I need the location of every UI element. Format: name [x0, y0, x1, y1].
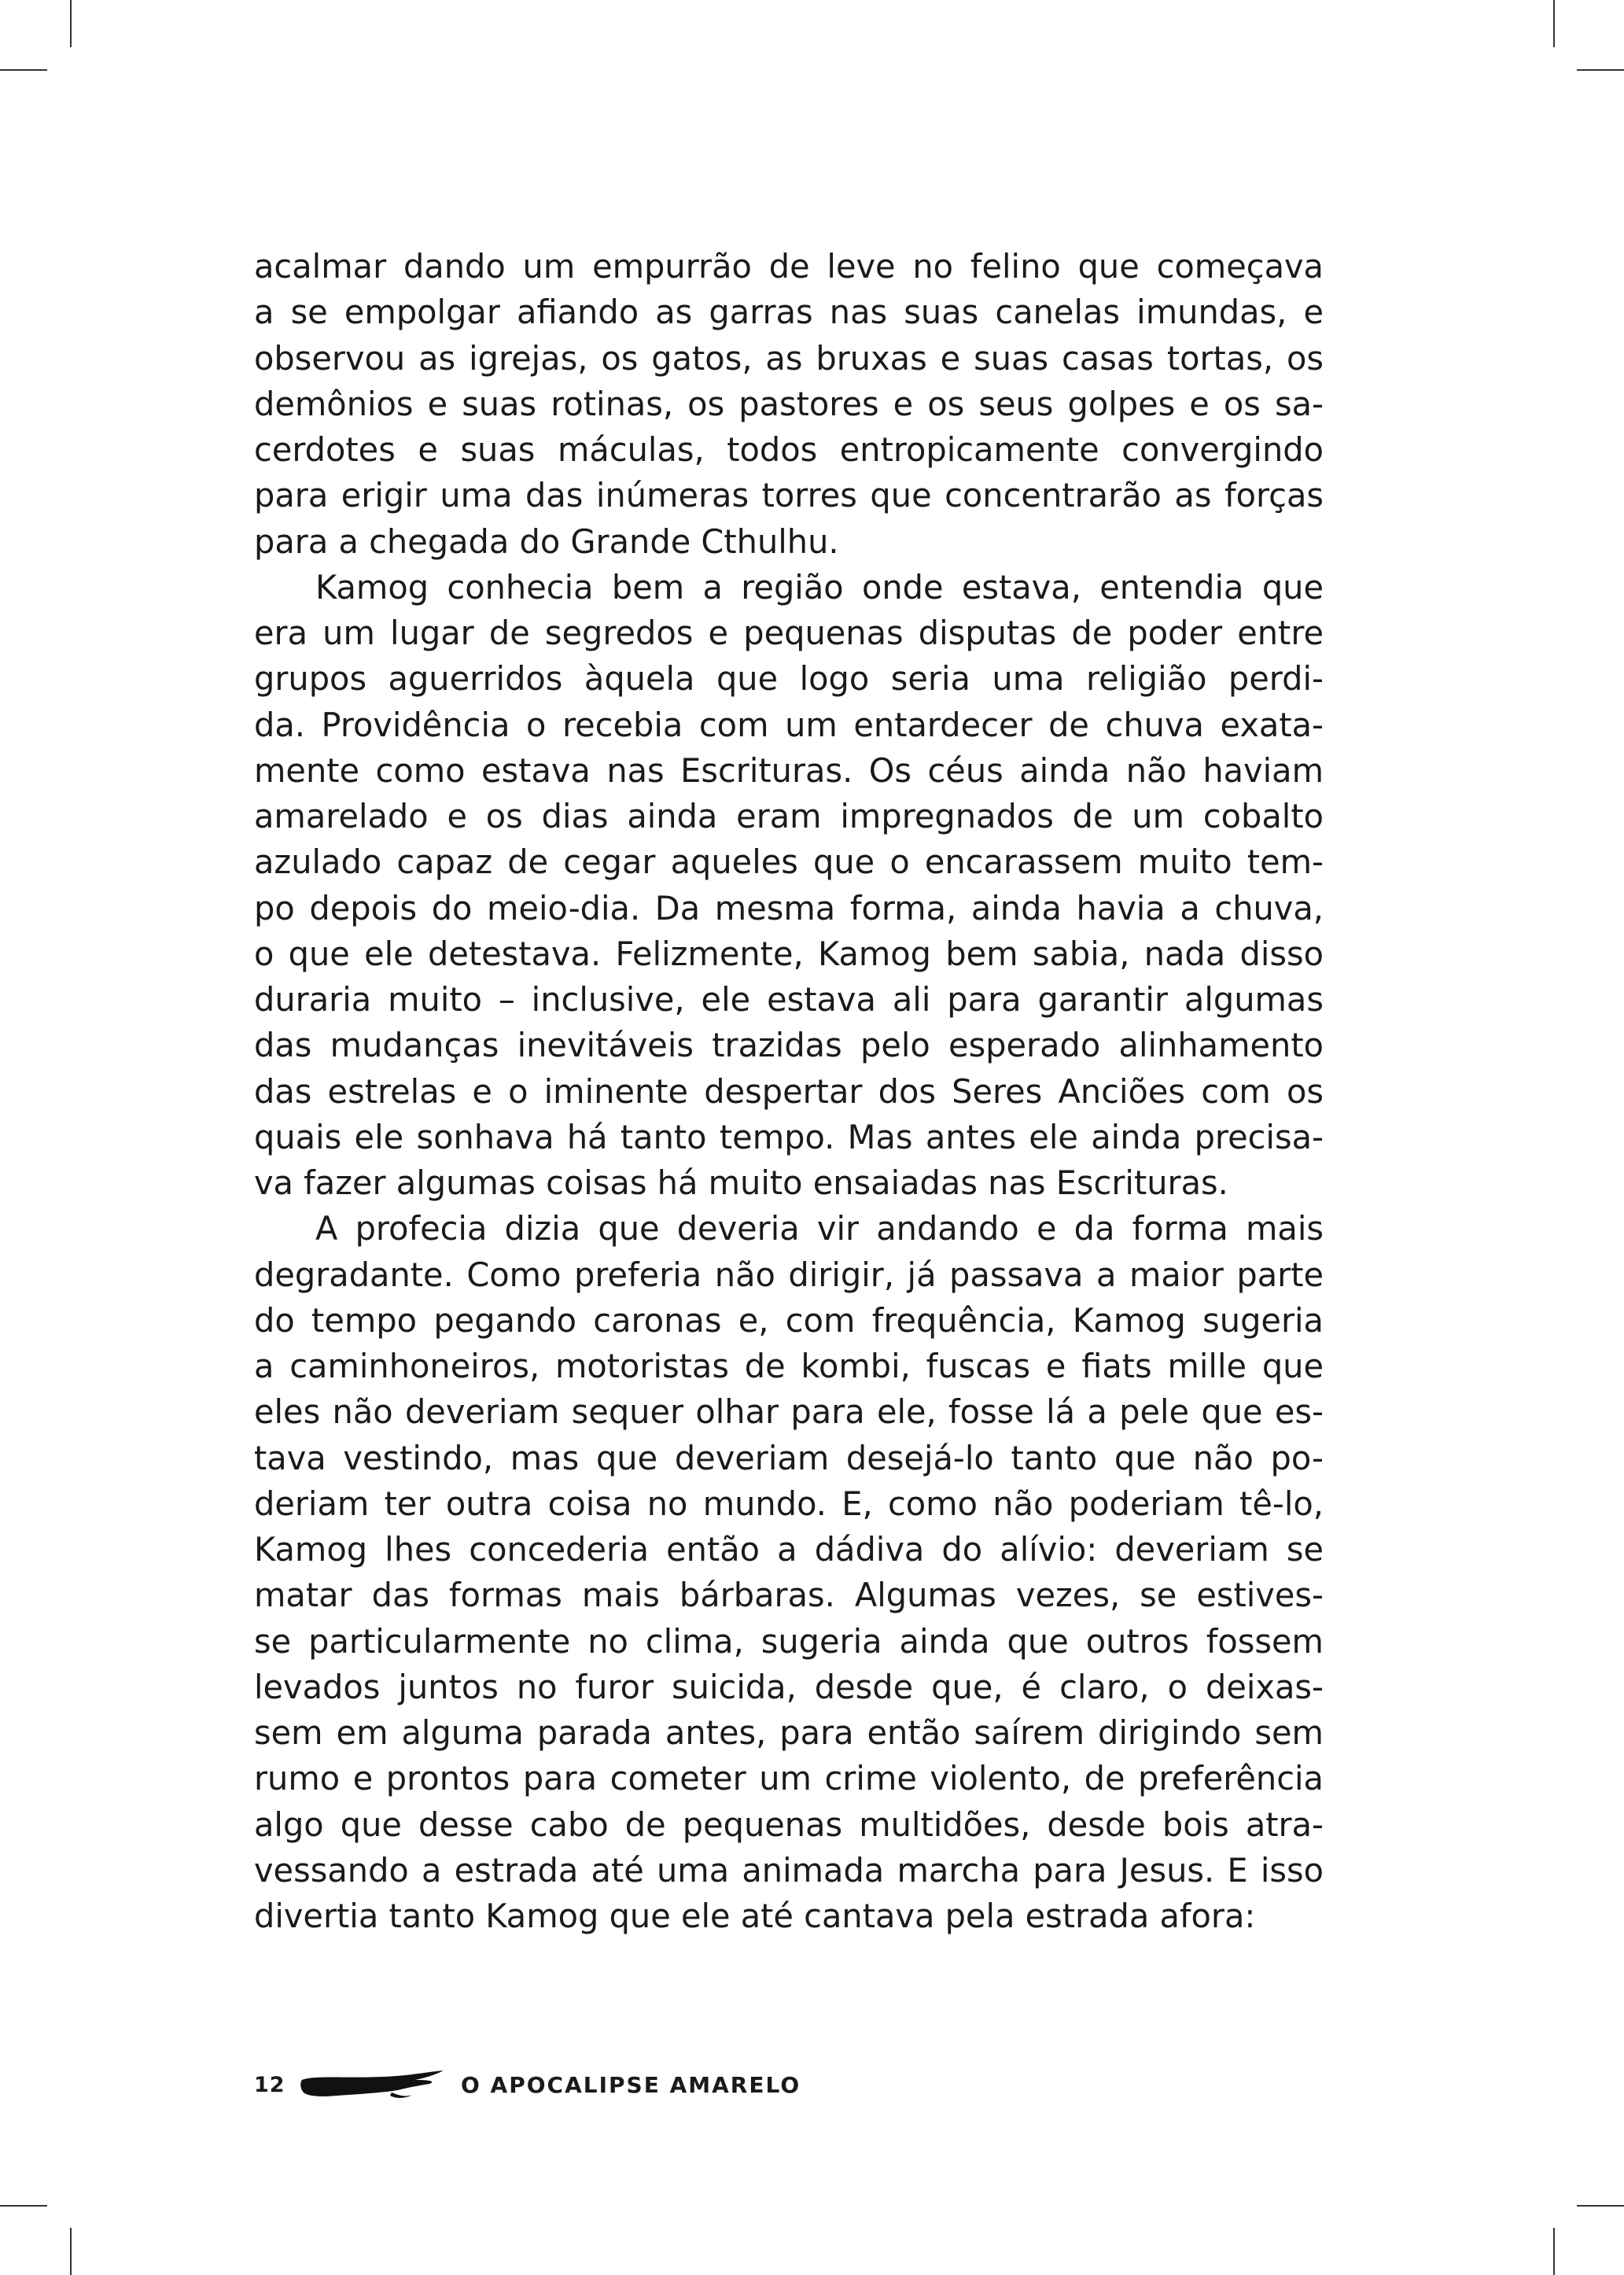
- book-title: O APOCALIPSE AMARELO: [461, 2071, 801, 2098]
- text-line: das estrelas e o iminente despertar dos Seres Anciões com os: [254, 1071, 1324, 1111]
- text-line: grupos aguerridos àquela que logo seria uma religião perdi-: [254, 659, 1324, 699]
- text-line: sem em alguma parada antes, para então saírem dirigindo sem: [254, 1713, 1324, 1752]
- text-line: acalmar dando um empurrão de leve no felino que começava: [254, 247, 1324, 286]
- text-line: o que ele detestava. Felizmente, Kamog bem sabia, nada disso: [254, 934, 1324, 973]
- crop-mark: [1577, 69, 1624, 71]
- text-line: do tempo pegando caronas e, com frequência, Kamog sugeria: [254, 1300, 1324, 1340]
- paragraph: [254, 244, 1324, 565]
- text-line: a caminhoneiros, motoristas de kombi, fuscas e fiats mille que: [254, 1347, 1324, 1385]
- crop-mark: [70, 0, 72, 47]
- text-line: quais ele sonhava há tanto tempo. Mas antes ele ainda precisa-: [254, 1117, 1324, 1156]
- text-line: para erigir uma das inúmeras torres que concentrarão as forças: [254, 476, 1324, 515]
- page-footer: [254, 2065, 801, 2104]
- text-line: para a chegada do Grande Cthulhu.: [254, 522, 839, 561]
- text-line: deriam ter outra coisa no mundo. E, como não poderiam tê-lo,: [254, 1484, 1324, 1523]
- crop-mark: [1577, 2205, 1624, 2207]
- text-line: demônios e suas rotinas, os pastores e os seus golpes e os sa-: [254, 384, 1324, 423]
- crop-mark: [1553, 2228, 1555, 2275]
- paragraph: [254, 565, 1324, 1207]
- crop-mark: [70, 2228, 72, 2275]
- text-line: po depois do meio-dia. Da mesma forma, ainda havia a chuva,: [254, 888, 1324, 927]
- text-line: da. Providência o recebia com um entardecer de chuva exata-: [254, 705, 1324, 744]
- text-line: amarelado e os dias ainda eram impregnados de um cobalto: [254, 797, 1324, 835]
- text-line: das mudanças inevitáveis trazidas pelo esperado alinhamento: [254, 1026, 1324, 1065]
- text-line: se particularmente no clima, sugeria ainda que outros fossem: [254, 1621, 1324, 1661]
- text-line: Kamog lhes concederia então a dádiva do alívio: deveriam se: [254, 1530, 1324, 1569]
- text-line: rumo e prontos para cometer um crime violento, de preferência: [254, 1759, 1324, 1798]
- text-line: A profecia dizia que deveria vir andando e da forma mais: [315, 1209, 1324, 1248]
- text-line: tava vestindo, mas que deveriam desejá-lo tanto que não po-: [254, 1438, 1324, 1477]
- text-line: divertia tanto Kamog que ele até cantava pela estrada afora:: [254, 1897, 1256, 1935]
- paragraph: [254, 1206, 1324, 1939]
- text-line: a se empolgar afiando as garras nas suas canelas imundas, e: [254, 293, 1324, 332]
- page-number: 12: [254, 2072, 285, 2097]
- text-line: va fazer algumas coisas há muito ensaiadas nas Escrituras.: [254, 1163, 1228, 1202]
- crop-mark: [0, 2205, 47, 2207]
- crop-mark: [1553, 0, 1555, 47]
- text-line: Kamog conhecia bem a região onde estava, entendia que: [315, 567, 1324, 607]
- text-line: eles não deveriam sequer olhar para ele, fosse lá a pele que es-: [254, 1392, 1324, 1432]
- text-line: mente como estava nas Escrituras. Os céus ainda não haviam: [254, 750, 1324, 790]
- crop-mark: [0, 69, 47, 71]
- text-line: algo que desse cabo de pequenas multidões, desde bois atra-: [254, 1805, 1324, 1844]
- text-line: cerdotes e suas máculas, todos entropicamente convergindo: [254, 430, 1324, 469]
- text-line: era um lugar de segredos e pequenas disputas de poder entre: [254, 614, 1324, 652]
- body-text: [254, 244, 1324, 1939]
- text-line: degradante. Como preferia não dirigir, já passava a maior parte: [254, 1255, 1324, 1294]
- text-line: observou as igrejas, os gatos, as bruxas e suas casas tortas, os: [254, 338, 1324, 378]
- brush-stroke-icon: [297, 2069, 447, 2100]
- text-line: levados juntos no furor suicida, desde que, é claro, o deixas-: [254, 1667, 1324, 1706]
- text-line: duraria muito – inclusive, ele estava ali para garantir algumas: [254, 980, 1324, 1019]
- text-line: vessando a estrada até uma animada marcha para Jesus. E isso: [254, 1850, 1324, 1890]
- text-line: azulado capaz de cegar aqueles que o encarassem muito tem-: [254, 843, 1324, 882]
- text-line: matar das formas mais bárbaras. Algumas vezes, se estives-: [254, 1576, 1324, 1615]
